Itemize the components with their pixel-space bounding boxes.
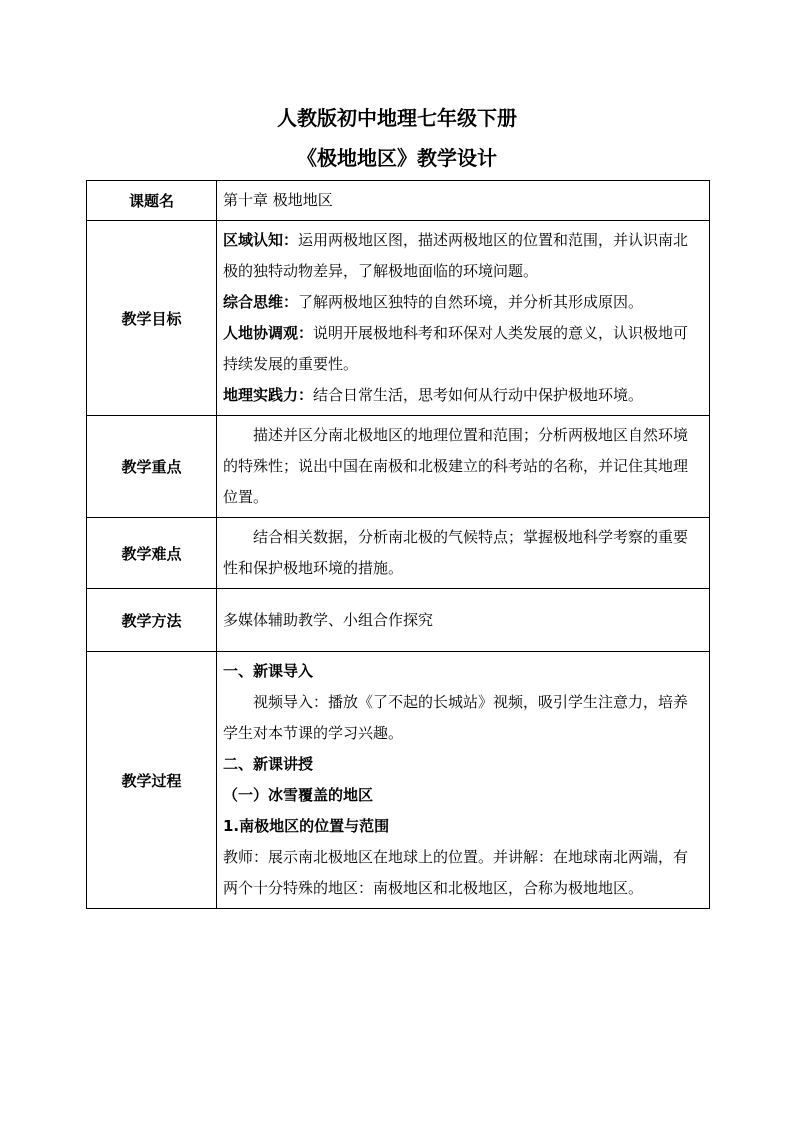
goal-item [223,318,702,380]
process-content [217,652,710,909]
subsection-item-heading: 1.南极地区的位置与范围 [223,817,390,835]
intro-text: 视频导入：播放《了不起的长城站》视频，吸引学生注意力，培养学生对本节课的学习兴趣。 [223,693,689,742]
goal-heading: 地理实践力： [223,386,314,404]
goals-row [87,221,710,416]
key-points-row [87,416,710,518]
difficulties-row [87,518,710,589]
key-points-content [217,416,710,518]
goal-item [223,287,702,318]
teacher-text: 教师：展示南北极地区在地球上的位置。并讲解：在地球南北两端，有两个十分特殊的地区：南极地区和北极地区，合称为极地地区。 [223,848,689,897]
methods-label: 教学方法 [87,589,217,652]
methods-value: 多媒体辅助教学、小组合作探究 [217,589,710,652]
difficulties-text: 结合相关数据，分析南北极的气候特点；掌握极地科学考察的重要性和保护极地环境的措施。 [223,528,689,577]
goal-text: 运用两极地区图，描述两极地区的位置和范围，并认识南北极的独特动物差异，了解极地面临的环境问题。 [223,231,689,280]
document-subtitle: 《极地地区》教学设计 [297,146,497,170]
goal-heading: 人地协调观： [223,324,314,342]
methods-row [87,589,710,652]
goal-item [223,380,702,411]
difficulties-content [217,518,710,589]
goal-text: 了解两极地区独特的自然环境，并分析其形成原因。 [298,293,644,311]
key-points-label: 教学重点 [87,416,217,518]
goals-label: 教学目标 [87,221,217,416]
document-title: 人教版初中地理七年级下册 [277,106,517,130]
goal-heading: 综合思维： [223,293,299,311]
difficulties-label: 教学难点 [87,518,217,589]
section-heading: 二、新课讲授 [223,755,314,773]
goal-heading: 区域认知： [223,231,299,249]
topic-value: 第十章 极地地区 [217,181,710,221]
topic-row [87,181,710,221]
lesson-plan-table [86,180,710,909]
subsection-heading: （一）冰雪覆盖的地区 [223,786,374,804]
goal-text: 说明开展极地科考和环保对人类发展的意义，认识极地可持续发展的重要性。 [223,324,689,373]
process-row [87,652,710,909]
goal-text: 结合日常生活，思考如何从行动中保护极地环境。 [313,386,644,404]
section-heading: 一、新课导入 [223,662,314,680]
key-points-text: 描述并区分南北极地区的地理位置和范围；分析两极地区自然环境的特殊性；说出中国在南极和北极建立的科考站的名称，并记住其地理位置。 [223,426,689,506]
topic-label: 课题名 [87,181,217,221]
goal-item [223,225,702,287]
goals-content [217,221,710,416]
process-label: 教学过程 [87,652,217,909]
